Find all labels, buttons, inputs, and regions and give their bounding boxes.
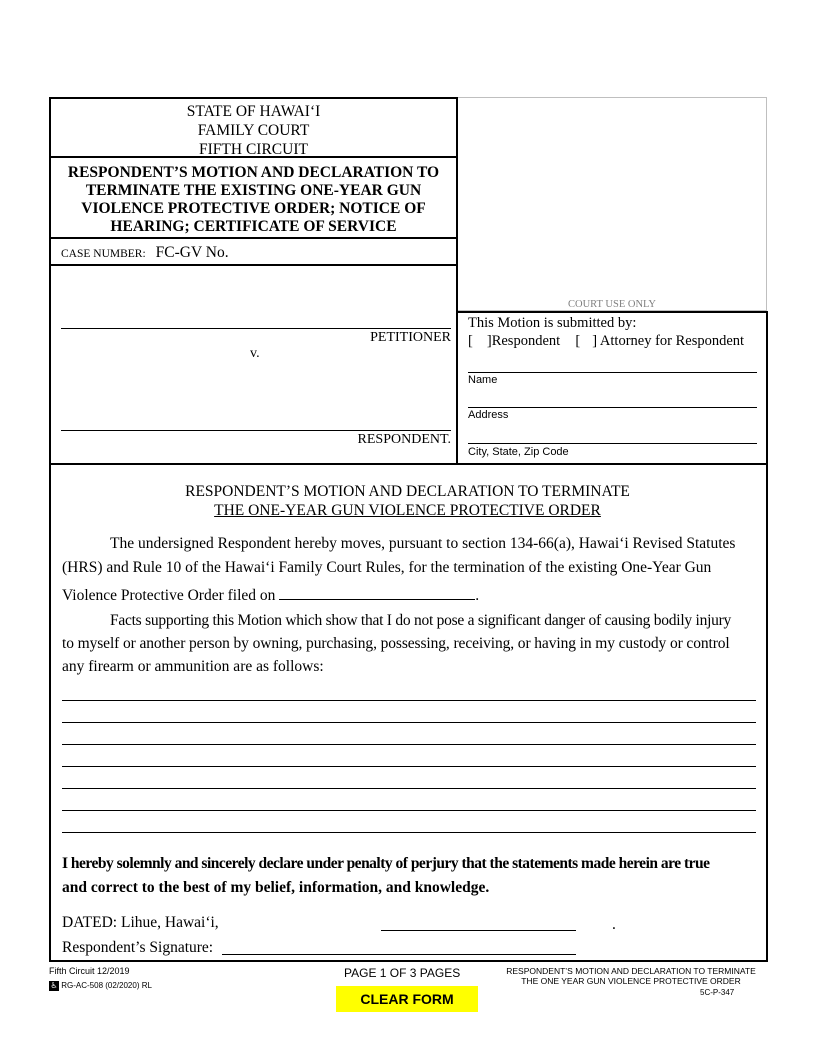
footer-page: PAGE 1 OF 3 PAGES (344, 966, 461, 980)
para1-line2: (HRS) and Rule 10 of the Hawai‘i Family Court Rules, for the termination of the existing One-Year Gun (62, 559, 712, 576)
fact-line (62, 766, 756, 767)
form-code-text: RG-AC-508 (02/2020) RL (61, 981, 152, 991)
fact-line (62, 722, 756, 723)
city-state-zip-input[interactable] (468, 424, 757, 442)
para2-line3: any firearm or ammunition are as follows: (62, 658, 324, 675)
respondent-line (61, 430, 451, 431)
accessibility-icon: ♿ (50, 981, 58, 990)
declaration-line2: and correct to the best of my belief, information, and knowledge. (62, 879, 490, 896)
court-use-label: COURT USE ONLY (568, 299, 656, 310)
bracket-close: ] (486, 333, 492, 349)
case-number-prefix: FC-GV No. (155, 244, 229, 261)
attorney-option-label: Attorney for Respondent (599, 333, 745, 349)
paragraph-1 (62, 532, 762, 608)
footer-form-code (49, 981, 152, 991)
clear-form-button[interactable]: CLEAR FORM (336, 986, 478, 1012)
address-label: Address (468, 409, 509, 421)
form-title-line: TERMINATE THE EXISTING ONE-YEAR GUN (85, 182, 422, 199)
footer-title-line1: RESPONDENT’S MOTION AND DECLARATION TO TERMINATE (506, 966, 756, 976)
court-header (51, 102, 456, 159)
respondent-name-input[interactable] (61, 400, 451, 430)
filed-on-label: Violence Protective Order filed on (62, 587, 276, 604)
fact-line (62, 744, 756, 745)
respondent-option-label: Respondent (491, 333, 561, 349)
motion-title-line1: RESPONDENT’S MOTION AND DECLARATION TO TERMINATE (185, 483, 630, 500)
para2-line1: Facts supporting this Motion which show that I do not pose a significant danger of causing bodily injury (110, 612, 732, 629)
footer-title-line2: THE ONE YEAR GUN VIOLENCE PROTECTIVE ORDER (521, 976, 741, 986)
court-name: FAMILY COURT (197, 122, 310, 139)
name-label: Name (468, 374, 498, 386)
case-number-label: CASE NUMBER: (61, 248, 146, 260)
fact-line (62, 788, 756, 789)
city-state-zip-label: City, State, Zip Code (468, 446, 569, 458)
form-title-line: RESPONDENT’S MOTION AND DECLARATION TO (67, 164, 440, 181)
case-number-row (61, 244, 451, 262)
declaration-line1: I hereby solemnly and sincerely declare under penalty of perjury that the statements made herein are true (62, 855, 710, 872)
footer-title (490, 966, 772, 986)
filed-on-date-input[interactable] (279, 583, 475, 600)
declaration (62, 852, 762, 900)
form-title (51, 164, 456, 236)
footer-form-number: 5C-P-347 (700, 988, 735, 997)
state-name: STATE OF HAWAI‘I (186, 103, 321, 120)
circuit-name: FIFTH CIRCUIT (199, 141, 308, 158)
submitted-by-heading: This Motion is submitted by: (468, 315, 637, 331)
form-title-line: HEARING; CERTIFICATE OF SERVICE (110, 218, 397, 235)
court-use-box (457, 97, 767, 311)
submitted-by-options (468, 333, 744, 350)
para1-line3: Violence Protective Order filed on . (62, 583, 762, 608)
bracket-close: ] (592, 333, 598, 349)
dated-label: DATED: Lihue, Hawai‘i, (62, 914, 219, 931)
versus-label: v. (250, 346, 260, 361)
footer-circuit-version: Fifth Circuit 12/2019 (49, 966, 130, 976)
bracket-open: [ (575, 333, 581, 349)
bracket-open: [ (468, 333, 473, 349)
address-input[interactable] (468, 389, 757, 407)
para2-line2: to myself or another person by owning, purchasing, possessing, receiving, or having in my custody or control (62, 635, 730, 652)
fact-line (62, 832, 756, 833)
petitioner-line (61, 328, 451, 329)
fact-line (62, 810, 756, 811)
motion-title-line2: THE ONE-YEAR GUN VIOLENCE PROTECTIVE ORDER (214, 502, 601, 519)
motion-title (51, 482, 764, 520)
petitioner-name-input[interactable] (61, 296, 451, 326)
respondent-label: RESPONDENT. (357, 432, 451, 447)
dated-period: . (612, 916, 616, 933)
form-title-line: VIOLENCE PROTECTIVE ORDER; NOTICE OF (81, 200, 426, 217)
para1-line1: The undersigned Respondent hereby moves, pursuant to section 134-66(a), Hawai‘i Revised Statutes (110, 535, 736, 552)
signature-input[interactable] (222, 938, 576, 954)
signature-label: Respondent’s Signature: (62, 939, 214, 956)
petitioner-label: PETITIONER (370, 330, 451, 345)
fact-line (62, 700, 756, 701)
paragraph-2 (62, 609, 762, 678)
dated-input[interactable] (381, 914, 576, 930)
name-input[interactable] (468, 354, 757, 372)
